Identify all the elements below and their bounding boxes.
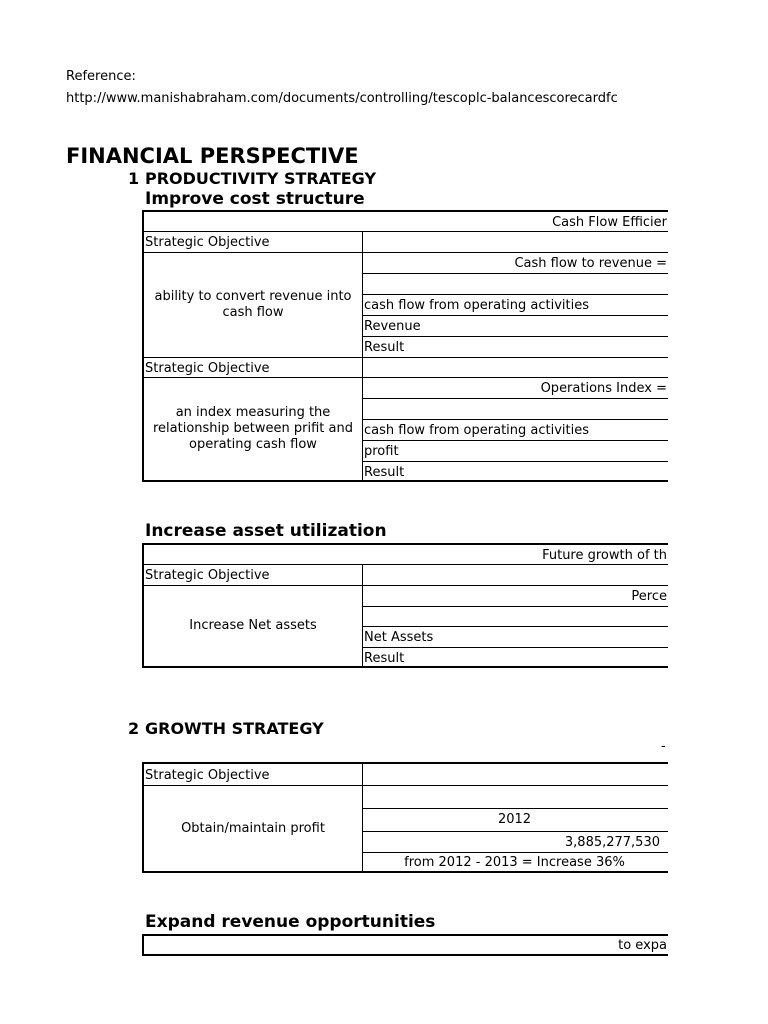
row-result: Result bbox=[364, 651, 405, 666]
objective-operations-index: an index measuring the relationship between prifit and operating cash flow bbox=[153, 405, 353, 452]
subsection-title-expand-revenue: Expand revenue opportunities bbox=[145, 912, 436, 932]
increase-note: from 2012 - 2013 = Increase 36% bbox=[404, 855, 625, 870]
section-number-1: 1 bbox=[128, 169, 140, 188]
objective-increase-net-assets: Increase Net assets bbox=[189, 618, 317, 633]
subsection-title-improve-cost: Improve cost structure bbox=[145, 189, 365, 209]
objective-obtain-profit: Obtain/maintain profit bbox=[181, 820, 325, 836]
strategic-objective-label: Strategic Objective bbox=[145, 768, 270, 783]
subsection-title-asset-utilization: Increase asset utilization bbox=[145, 521, 387, 541]
row-profit: profit bbox=[364, 444, 399, 459]
strategic-objective-label: Strategic Objective bbox=[145, 235, 270, 250]
objective-convert-revenue: ability to convert revenue into cash flow bbox=[154, 289, 352, 320]
row-cash-flow-operating: cash flow from operating activities bbox=[364, 298, 590, 313]
section-title-productivity: PRODUCTIVITY STRATEGY bbox=[145, 169, 377, 188]
reference-label: Reference: bbox=[66, 69, 136, 84]
row-net-assets: Net Assets bbox=[364, 630, 434, 645]
strategic-objective-label: Strategic Objective bbox=[145, 361, 270, 376]
dash-marker: - bbox=[661, 739, 666, 754]
row-revenue: Revenue bbox=[364, 319, 421, 334]
section-number-2: 2 bbox=[128, 719, 140, 738]
formula-cash-flow-to-revenue: Cash flow to revenue = bbox=[514, 256, 667, 271]
row-result: Result bbox=[364, 340, 405, 355]
header-future-growth: Future growth of th bbox=[542, 548, 667, 563]
row-result: Result bbox=[364, 465, 405, 480]
formula-percent: Perce bbox=[631, 589, 667, 604]
header-cash-flow-efficiency: Cash Flow Efficier bbox=[552, 215, 667, 230]
row-cash-flow-operating: cash flow from operating activities bbox=[364, 423, 590, 438]
year-2012: 2012 bbox=[497, 812, 532, 827]
header-to-expand: to expa bbox=[618, 938, 667, 953]
page-title: FINANCIAL PERSPECTIVE bbox=[66, 144, 359, 168]
strategic-objective-label: Strategic Objective bbox=[145, 568, 270, 583]
profit-value: 3,885,277,530 bbox=[564, 835, 660, 850]
reference-url[interactable]: http://www.manishabraham.com/documents/controlling/tescoplc-balancescorecardfc bbox=[66, 91, 618, 106]
section-title-growth: GROWTH STRATEGY bbox=[145, 719, 324, 738]
formula-operations-index: Operations Index = bbox=[540, 381, 667, 396]
